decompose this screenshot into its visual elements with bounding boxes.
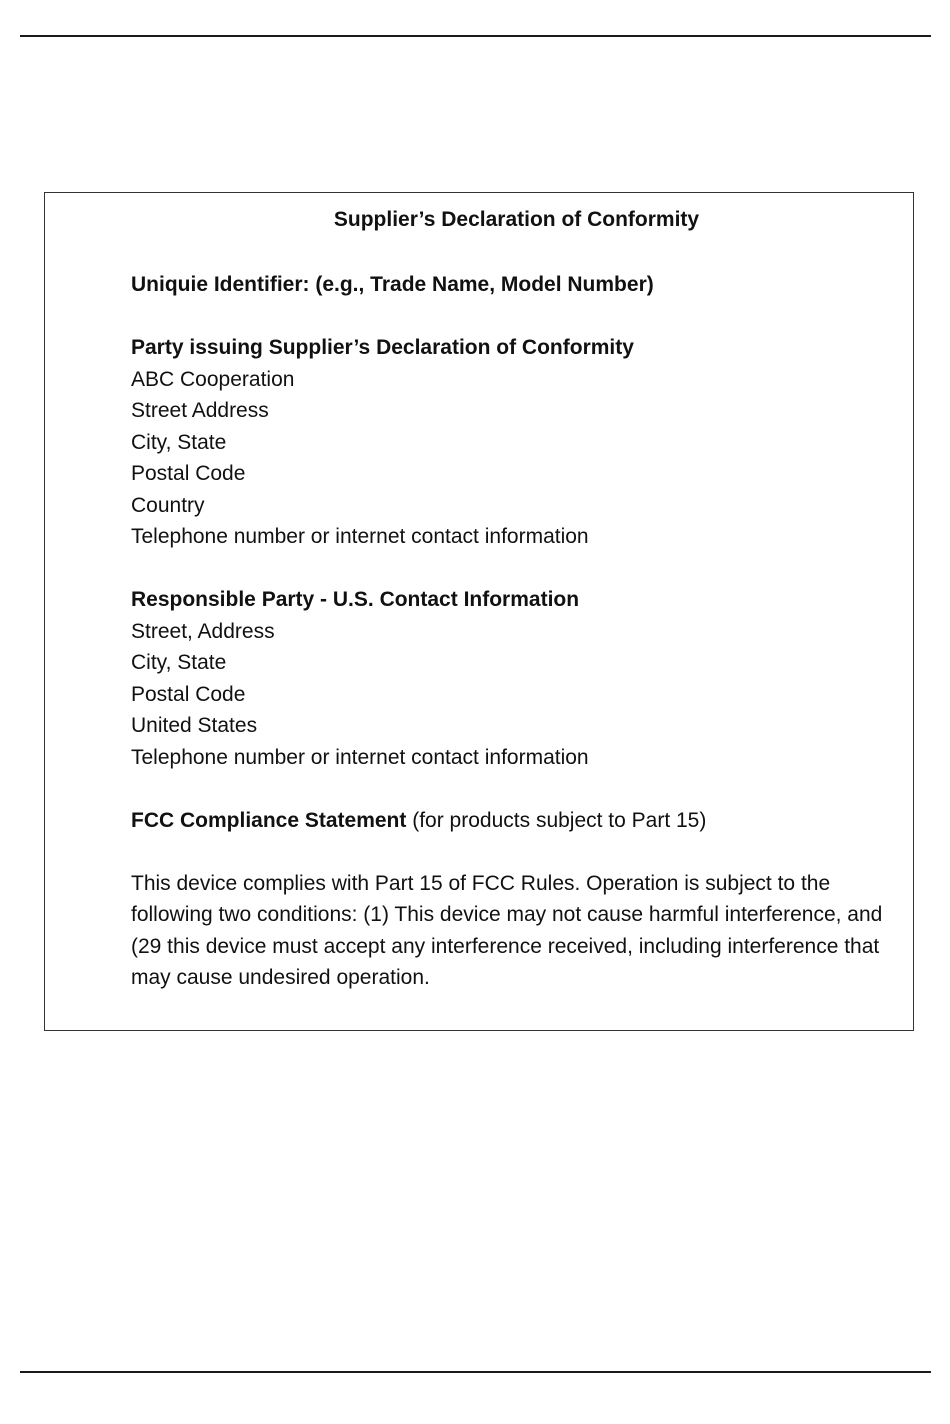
declaration-title: Supplier’s Declaration of Conformity — [333, 208, 700, 231]
spacer — [131, 836, 911, 868]
issuing-party-street: Street Address — [131, 399, 269, 422]
fcc-heading: FCC Compliance Statement — [131, 808, 407, 832]
unique-identifier: Uniquie Identifier: (e.g., Trade Name, Model Number) — [131, 273, 654, 296]
bottom-rule — [20, 1371, 931, 1373]
responsible-party-country: United States — [131, 714, 258, 737]
declaration-box — [44, 192, 914, 1031]
declaration-content — [131, 269, 911, 994]
fcc-statement: This device complies with Part 15 of FCC Rules. Operation is subject to the following two conditions: (1) This device may not cause harmful interference, and (29 this device must accept any interference received, including interference that may cause undesired operation. — [131, 871, 883, 989]
responsible-party-heading: Responsible Party - U.S. Contact Information — [131, 588, 580, 611]
spacer — [131, 773, 911, 805]
issuing-party-heading: Party issuing Supplier’s Declaration of Conformity — [131, 336, 634, 359]
issuing-party-company: ABC Cooperation — [131, 367, 295, 391]
top-rule — [20, 35, 931, 37]
issuing-party-country: Country — [131, 493, 205, 517]
spacer — [131, 301, 911, 333]
responsible-party-street: Street, Address — [131, 619, 275, 643]
spacer — [131, 553, 911, 585]
issuing-party-contact: Telephone number or internet contact information — [131, 525, 589, 548]
responsible-party-contact: Telephone number or internet contact information — [131, 745, 589, 769]
issuing-party-city-state: City, State — [131, 430, 227, 454]
fcc-heading-note: (for products subject to Part 15) — [406, 808, 707, 832]
responsible-party-city-state: City, State — [131, 651, 227, 674]
responsible-party-postal-code: Postal Code — [131, 682, 246, 706]
fcc-heading-line — [131, 805, 911, 837]
issuing-party-postal-code: Postal Code — [131, 462, 246, 485]
